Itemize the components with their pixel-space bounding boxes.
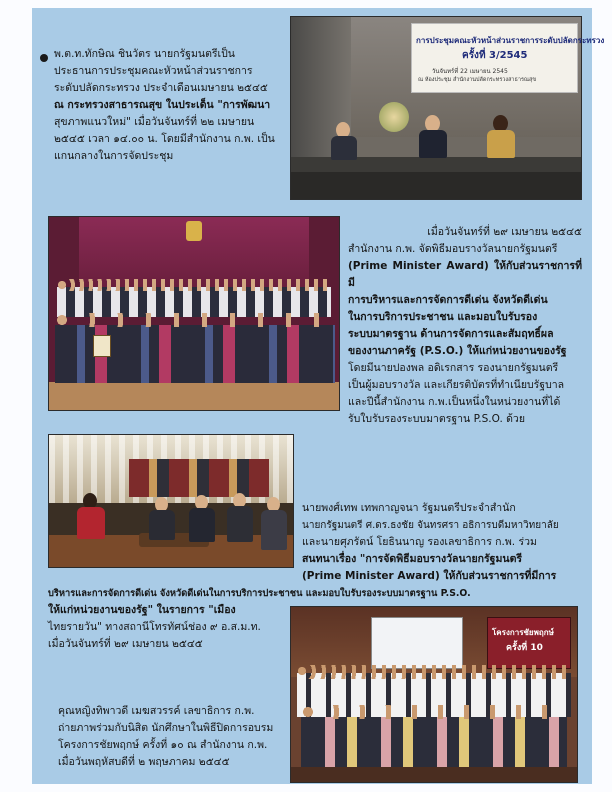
photo-meeting-panel (290, 16, 605, 200)
group-front-row (301, 717, 567, 767)
project-banner (487, 617, 571, 669)
table-cloth (291, 172, 581, 199)
document-page (32, 8, 605, 784)
photo-training-group (290, 606, 578, 783)
banner-sign (411, 23, 605, 93)
photo-tv-studio (48, 434, 294, 568)
paragraph-3: นายพงศ์เทพ เทพกาญจนา รัฐมนตรีประจำสำนัก นายกรัฐมนตรี ศ.ดร.ธงชัย จันทรศรา อธิการบดีมหาวิทยาลัย และนายศุภรัตน์ โยธินนาญ รองเลขาธิการ ก.พ. ร่วม สนทนาเรื่อง "การจัดพิธีมอบรางวัลนายกรัฐมนตรี (Prime Minister Award) ให้กับส่วนราชการที่มีการ (302, 502, 559, 582)
banner-number: ครั้งที่ 3/2545 (462, 50, 528, 61)
project-banner-title: โครงการชัยพฤกษ์ (492, 628, 554, 637)
certificate (93, 335, 111, 357)
emblem (186, 221, 202, 241)
flower-arrangement (379, 102, 409, 132)
paragraph-2: เมื่อวันจันทร์ที่ ๒๙ เมษายน ๒๕๔๕ สำนักงาน ก.พ. จัดพิธีมอบรางวัลนายกรัฐมนตรี (Prime Minister Award) ให้กับส่วนราชการที่มี การบริหารและการจัดการดีเด่น จังหวัดดีเด่น ในการบริการประชาชน และมอบใบรับรอง ระบบมาตรฐาน ด้านการจัดการและสัมฤทธิ์ผล ของงานภาครัฐ (P.S.O.) ให้แก่หน่วยงานของรัฐ โดยมีนายปองพล อดิเรกสาร รองนายกรัฐมนตรี เป็นผู้มอบรางวัล และเกียรติบัตรที่ทำเนียบรัฐบาล และปีนี้สำนักงาน ก.พ.เป็นหนึ่งในหน่วยงานที่ได้ รับใบรับรองระบบมาตรฐาน P.S.O. ด้วย (348, 226, 582, 425)
paragraph-1: พ.ต.ท.ทักษิณ ชินวัตร นายกรัฐมนตรีเป็น ประธานการประชุมคณะหัวหน้าส่วนราชการ ระดับปลัดกระทรวง ประจำเดือนเมษายน ๒๕๔๕ ณ กระทรวงสาธารณสุข ในประเด็น "การพัฒนา สุขภาพแนวใหม่" เมื่อวันจันทร์ที่ ๒๒ เมษายน ๒๕๔๕ เวลา ๑๔.๐๐ น. โดยมีสำนักงาน ก.พ. เป็น แกนกลางในการจัดประชุม (54, 48, 275, 162)
banner-date: วันจันทร์ที่ 22 เมษายน 2545 (432, 68, 508, 75)
banner-venue: ณ ห้องประชุม สำนักงานปลัดกระทรวงสาธารณสุข (418, 77, 537, 83)
paragraph-3-continued: บริหารและการจัดการดีเด่น จังหวัดดีเด่นในการบริการประชาชน และมอบใบรับรองระบบมาตรฐาน P.S.O. ให้แก่หน่วยงานของรัฐ" ในรายการ "เมือง ไทยรายวัน" ทางสถานีโทรทัศน์ช่อง ๙ อ.ส.ม.ท. เมื่อวันจันทร์ที่ ๒๙ เมษายน ๒๕๔๕ (48, 588, 471, 650)
banner-title: การประชุมคณะหัวหน้าส่วนราชการระดับปลัดกระทรวง (416, 36, 605, 45)
photo-award-group (48, 216, 340, 411)
bullet-point (40, 54, 48, 62)
studio-backdrop (129, 459, 269, 497)
paragraph-4: คุณหญิงทิพาวดี เมฆสวรรค์ เลขาธิการ ก.พ. ถ่ายภาพร่วมกับนิสิต นักศึกษาในพิธีปิดการอบรม โครงการชัยพฤกษ์ ครั้งที่ ๑๐ ณ สำนักงาน ก.พ. เมื่อวันพฤหัสบดีที่ ๒ พฤษภาคม ๒๕๔๕ (58, 705, 274, 768)
projection-screen (371, 617, 463, 669)
project-banner-number: ครั้งที่ 10 (506, 643, 543, 653)
